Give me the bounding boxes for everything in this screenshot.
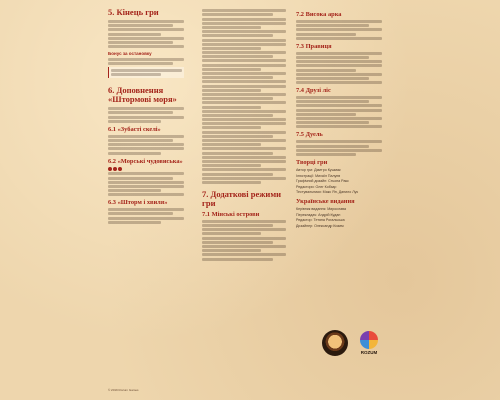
text-line [202, 253, 286, 256]
text-line [202, 139, 286, 142]
text-line [202, 30, 286, 33]
column-3 [296, 8, 382, 229]
credit-line: Графічний дизайн: Стьопа Ракс [296, 179, 349, 184]
text-line [202, 64, 286, 67]
credit-line: Тестувальники: Макс Ян, Данило Лук [296, 190, 359, 195]
text-line [202, 89, 261, 92]
text-line [108, 111, 173, 114]
pirate-logo-icon [322, 330, 348, 356]
text-line [202, 55, 273, 58]
text-line [202, 152, 273, 155]
text-line [202, 173, 273, 176]
text-line [296, 73, 382, 76]
text-line [202, 126, 261, 129]
text-line [202, 232, 261, 235]
text-line [296, 56, 369, 59]
text-line [202, 101, 286, 104]
text-line [108, 45, 184, 48]
text-line [111, 69, 182, 72]
text-line [108, 41, 173, 44]
text-line [296, 69, 356, 72]
text-line [108, 185, 184, 188]
text-line [108, 193, 184, 196]
text-line [296, 60, 382, 63]
monster-icon [118, 167, 122, 171]
text-line [202, 258, 273, 261]
text-line [296, 109, 382, 112]
text-line [202, 224, 273, 227]
text-line [296, 149, 382, 152]
text-line [108, 28, 184, 31]
text-line [202, 106, 261, 109]
text-line [296, 20, 382, 23]
text-line [108, 189, 161, 192]
text-line [202, 39, 286, 42]
text-line [202, 59, 286, 62]
text-line [296, 113, 356, 116]
text-line [296, 100, 369, 103]
text-line [202, 68, 261, 71]
text-line [202, 43, 286, 46]
text-line [108, 177, 173, 180]
section-7-2-title: 7.2 Висока арка [296, 11, 342, 18]
credits-heading: Творці гри [296, 158, 328, 166]
text-line [296, 81, 382, 84]
page-footer: © 2019 Rozum Games [108, 388, 139, 392]
text-line [202, 80, 286, 83]
text-line [202, 9, 286, 12]
text-line [202, 241, 273, 244]
section-7-1-title: 7.1 Мінські острови [202, 210, 260, 218]
column-2 [202, 8, 286, 262]
rozum-logo [360, 331, 378, 355]
text-line [108, 135, 184, 138]
text-line [202, 110, 286, 113]
text-line [296, 33, 356, 36]
note-heading: Бонус за остановку [108, 51, 152, 57]
text-line [108, 208, 184, 211]
monster-icon [113, 167, 117, 171]
text-line [108, 116, 184, 119]
text-line [296, 64, 382, 67]
text-line [108, 212, 173, 215]
text-line [202, 97, 273, 100]
text-line [296, 125, 382, 128]
text-line [202, 237, 286, 240]
note-box [108, 67, 184, 79]
text-line [296, 145, 369, 148]
text-line [202, 47, 261, 50]
text-line [108, 147, 184, 150]
text-line [108, 20, 184, 23]
text-line [108, 24, 173, 27]
text-line [296, 104, 382, 107]
text-line [202, 122, 286, 125]
text-line [202, 13, 273, 16]
text-line [202, 131, 286, 134]
text-line [296, 121, 369, 124]
text-line [202, 228, 286, 231]
text-line [202, 177, 286, 180]
section-6-3-title: 6.3 «Шторм і хвиля» [108, 199, 168, 207]
section-6-2-title: 6.2 «Морські чудовиська» [108, 157, 183, 165]
monster-icon [108, 167, 112, 171]
text-line [202, 85, 286, 88]
section-7-3-title: 7.3 Правиця [296, 42, 332, 50]
credit-line: Перекладач: Андрій Кудан [296, 212, 341, 217]
text-line [202, 160, 286, 163]
text-line [108, 33, 161, 36]
credits-list [296, 168, 382, 195]
credit-line: Ілюстрації: Михаїл Палуєв [296, 173, 341, 178]
text-line [108, 172, 184, 175]
credit-line: Дизайнер: Олександр Кизим [296, 223, 344, 228]
text-line [202, 147, 286, 150]
section-5-title: 5. Кінець гри [108, 7, 159, 17]
text-line [202, 34, 273, 37]
text-line [202, 72, 286, 75]
text-line [108, 221, 161, 224]
text-line [202, 245, 286, 248]
text-line [202, 51, 286, 54]
credits-ua-heading: Українське видання [296, 197, 355, 205]
icon-row [108, 167, 184, 172]
text-line [108, 58, 184, 61]
credit-line: Редактор: Тетяна Рогальська [296, 218, 345, 223]
text-line [202, 22, 286, 25]
text-line [296, 77, 369, 80]
section-6-title: 6. Доповнення «Штормові моря» [108, 85, 177, 105]
text-line [108, 62, 173, 65]
logos [322, 330, 378, 356]
text-line [296, 153, 356, 156]
section-7-4-title: 7.4 Друзі ліс [296, 87, 331, 95]
text-line [296, 24, 369, 27]
text-line [296, 28, 382, 31]
text-line [296, 96, 382, 99]
credit-line: Керівник видання: Мирослава [296, 206, 347, 211]
credit-line: Автор гри: Дмитро Кушмак [296, 167, 341, 172]
section-6-1-title: 6.1 «Зубасті скелі» [108, 125, 161, 133]
text-line [108, 143, 184, 146]
text-line [202, 164, 261, 167]
text-line [108, 107, 184, 110]
text-line [202, 118, 286, 121]
text-line [108, 120, 161, 123]
text-line [296, 140, 382, 143]
text-line [296, 117, 382, 120]
text-line [296, 37, 382, 40]
section-7-title: 7. Додаткові режими гри [202, 188, 282, 208]
text-line [202, 181, 261, 184]
text-line [108, 217, 184, 220]
text-line [202, 220, 286, 223]
column-1 [108, 8, 184, 225]
text-line [108, 181, 184, 184]
text-line [202, 76, 273, 79]
credits-ua-list [296, 207, 382, 228]
section-7-5-title: 7.5 Дуель [296, 131, 323, 139]
rozum-brand-text: ROZUM [360, 350, 378, 355]
text-line [108, 152, 161, 155]
text-line [202, 249, 261, 252]
text-line [202, 18, 286, 21]
text-line [202, 93, 286, 96]
credit-line: Редактори: Олег Кобзар [296, 184, 337, 189]
text-line [202, 156, 286, 159]
text-line [202, 143, 261, 146]
text-line [108, 139, 173, 142]
rozum-mark-icon [360, 331, 378, 349]
text-line [296, 52, 382, 55]
text-line [111, 73, 161, 76]
text-line [202, 114, 273, 117]
text-line [202, 135, 273, 138]
text-line [202, 168, 286, 171]
text-line [108, 37, 184, 40]
text-line [202, 26, 261, 29]
